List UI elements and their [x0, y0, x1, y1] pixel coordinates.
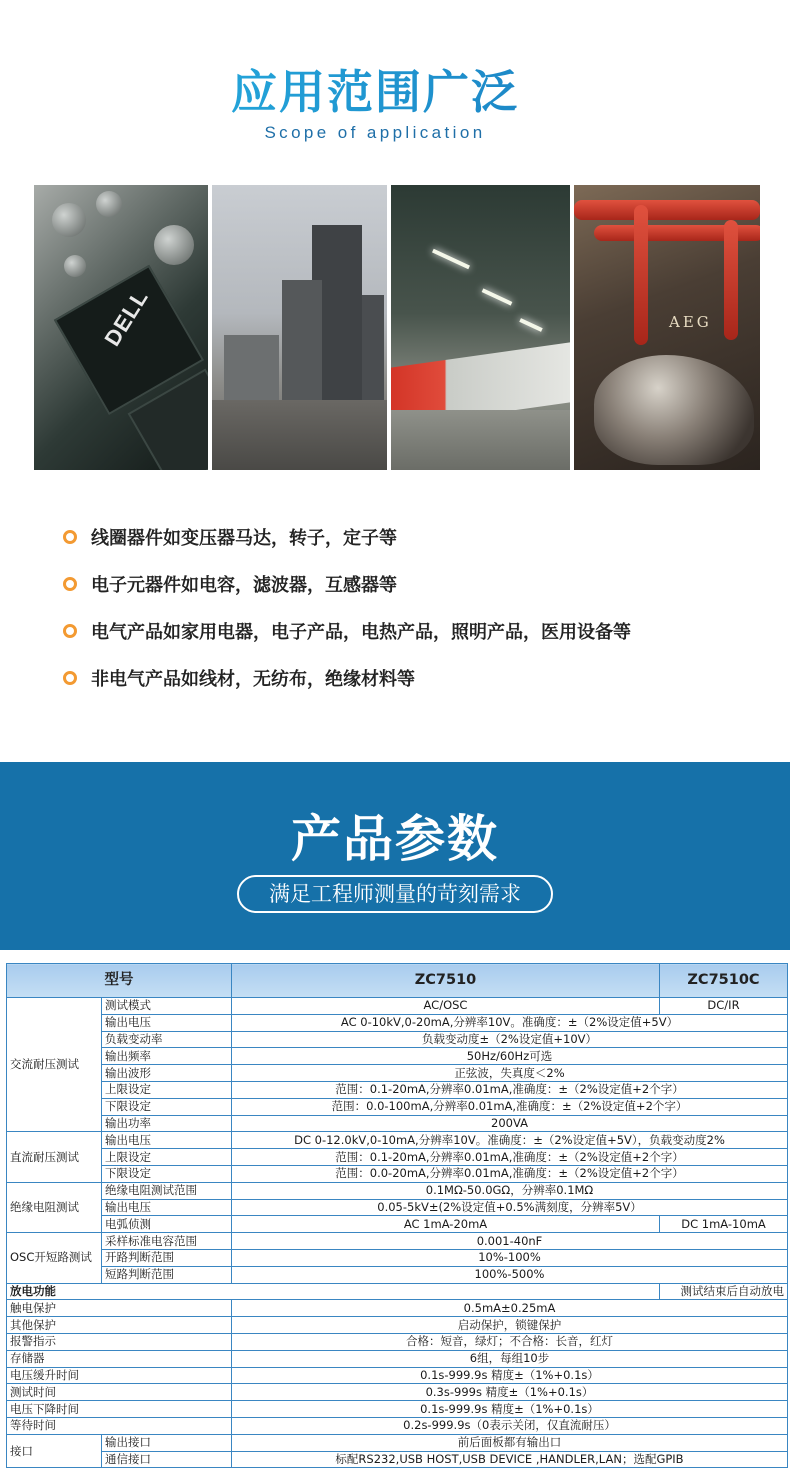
ceiling-light: [519, 318, 542, 332]
group-interface: 接口: [7, 1434, 102, 1468]
discharge-value: 测试结束后自动放电: [660, 1283, 788, 1300]
application-list: [63, 524, 631, 712]
list-item: 线圈器件如变压器马达，转子，定子等: [63, 524, 631, 549]
scope-subtitle: Scope of application: [264, 123, 486, 142]
group-dc: 直流耐压测试: [7, 1132, 102, 1182]
red-pipe: [574, 200, 760, 220]
application-photo-strip: [34, 185, 760, 470]
table-row: 上限设定 范围：0.1-20mA,分辨率0.01mA,准确度：±（2%设定值+2个字）: [7, 1081, 788, 1098]
ring-bullet-icon: [63, 530, 77, 544]
spec-table: [6, 963, 788, 1468]
capacitor-shape: [96, 191, 122, 217]
plant-tower: [362, 295, 384, 415]
table-row: 报警指示 合格：短音，绿灯；不合格：长音，红灯: [7, 1333, 788, 1350]
red-pipe: [634, 205, 648, 345]
table-row: 输出电压 0.05-5kV±(2%设定值+0.5%满刻度，分辨率5V）: [7, 1199, 788, 1216]
table-row: 触电保护 0.5mA±0.25mA: [7, 1300, 788, 1317]
group-osc: OSC开短路测试: [7, 1233, 102, 1283]
table-row: 通信接口 标配RS232,USB HOST,USB DEVICE ,HANDLER,LAN；选配GPIB: [7, 1451, 788, 1468]
table-row: 输出频率 50Hz/60Hz可选: [7, 1048, 788, 1065]
table-row: 下限设定 范围：0.0-20mA,分辨率0.01mA,准确度：±（2%设定值+2个字）: [7, 1165, 788, 1182]
table-row: 直流耐压测试 输出电压 DC 0-12.0kV,0-10mA,分辨率10V。准确度：±（2%设定值+5V），负载变动度2%: [7, 1132, 788, 1149]
photo-circuit-board: [34, 185, 208, 470]
table-row: 电压缓升时间 0.1s-999.9s 精度±（1%+0.1s）: [7, 1367, 788, 1384]
photo-boiler-room: [574, 185, 760, 470]
table-row: 接口 输出接口 前后面板都有输出口: [7, 1434, 788, 1451]
ring-bullet-icon: [63, 577, 77, 591]
list-item: 电气产品如家用电器，电子产品，电热产品，照明产品，医用设备等: [63, 618, 631, 643]
ring-bullet-icon: [63, 624, 77, 638]
table-row: [7, 1283, 788, 1300]
table-row: 短路判断范围 100%-500%: [7, 1266, 788, 1283]
params-tagline: 满足工程师测量的苛刻需求: [237, 875, 553, 913]
red-pipe: [724, 220, 738, 340]
table-row: 输出功率 200VA: [7, 1115, 788, 1132]
table-row: 下限设定 范围：0.0-100mA,分辨率0.01mA,准确度：±（2%设定值+2个字）: [7, 1098, 788, 1115]
table-row: 存储器 6组，每组10步: [7, 1350, 788, 1367]
photo-industrial-plant: [212, 185, 387, 470]
table-row: 其他保护 启动保护，锁键保护: [7, 1317, 788, 1334]
list-item: 非电气产品如线材，无纺布，绝缘材料等: [63, 665, 631, 690]
table-row: 开路判断范围 10%-100%: [7, 1249, 788, 1266]
chip-brand-label: DELL: [99, 285, 154, 351]
discharge-label: 放电功能: [7, 1283, 660, 1300]
table-row: 电压下降时间 0.1s-999.9s 精度±（1%+0.1s）: [7, 1401, 788, 1418]
group-ir: 绝缘电阻测试: [7, 1182, 102, 1232]
table-row: 交流耐压测试 测试模式 AC/OSC DC/IR: [7, 998, 788, 1015]
table-row: OSC开短路测试 采样标准电容范围 0.001-40nF: [7, 1233, 788, 1250]
capacitor-shape: [154, 225, 194, 265]
platform-shape: [391, 410, 570, 470]
list-item: 电子元器件如电容，滤波器，互感器等: [63, 571, 631, 596]
photo-train-station: [391, 185, 570, 470]
table-row: 绝缘电阻测试 绝缘电阻测试范围 0.1MΩ-50.0GΩ，分辨率0.1MΩ: [7, 1182, 788, 1199]
header-zc7510c: ZC7510C: [660, 964, 788, 998]
capacitor-shape: [52, 203, 86, 237]
ceiling-light: [432, 249, 470, 270]
table-header-row: [7, 964, 788, 998]
ceiling-light: [482, 288, 513, 305]
header-model: 型号: [7, 964, 232, 998]
table-row: 上限设定 范围：0.1-20mA,分辨率0.01mA,准确度：±（2%设定值+2个字）: [7, 1149, 788, 1166]
params-title: 产品参数: [291, 810, 499, 868]
table-row: 测试时间 0.3s-999s 精度±（1%+0.1s）: [7, 1384, 788, 1401]
scope-title: 应用范围广泛: [0, 56, 750, 122]
header-zc7510: ZC7510: [232, 964, 660, 998]
plant-road: [212, 400, 387, 470]
machine-brand-label: AEG: [669, 313, 712, 331]
table-row: 输出波形 正弦波，失真度＜2%: [7, 1065, 788, 1082]
table-row: 等待时间 0.2s-999.9s（0表示关闭，仅直流耐压）: [7, 1417, 788, 1434]
ring-bullet-icon: [63, 671, 77, 685]
table-row: 电弧侦测 AC 1mA-20mA DC 1mA-10mA: [7, 1216, 788, 1233]
table-row: 负载变动率 负载变动度±（2%设定值+10V）: [7, 1031, 788, 1048]
plant-tower: [282, 280, 322, 415]
capacitor-shape: [64, 255, 86, 277]
group-ac: 交流耐压测试: [7, 998, 102, 1132]
engine-shape: [594, 355, 754, 465]
table-row: 输出电压 AC 0-10kV,0-20mA,分辨率10V。准确度：±（2%设定值+5V）: [7, 1014, 788, 1031]
